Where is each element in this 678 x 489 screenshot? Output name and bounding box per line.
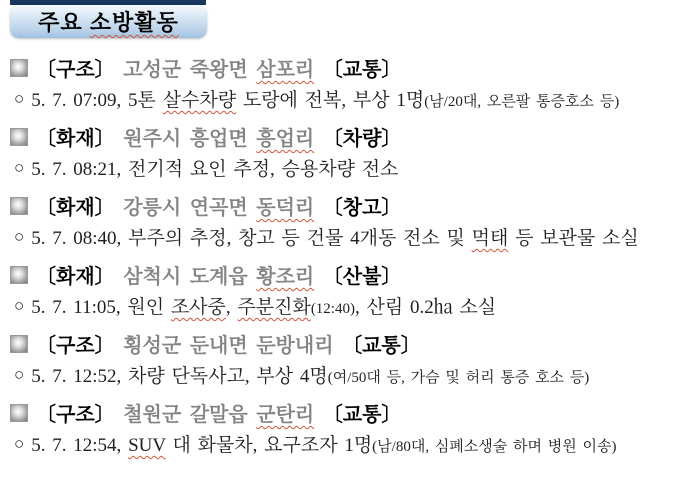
text-segment: 먹태 xyxy=(471,228,509,249)
incident-entry xyxy=(0,328,678,390)
page-title-text xyxy=(38,6,179,37)
text-segment: 살수차량 xyxy=(162,90,237,111)
text-segment: 〔차량〕 xyxy=(314,128,402,150)
text-segment: 철원군 갈말읍 xyxy=(123,404,257,426)
incident-header-text xyxy=(36,398,401,427)
text-segment: (여/50대 등, 가슴 및 허리 통증 호소 등) xyxy=(327,370,590,386)
incident-header-text xyxy=(36,53,401,82)
text-segment: (12:40) xyxy=(310,301,355,317)
text-segment: 등 보관물 소실 xyxy=(508,228,639,249)
text-segment: 5. 7. 12:52, 차량 단독사고, 부상 4명 xyxy=(31,366,328,387)
text-segment: 〔화재〕 xyxy=(36,266,124,288)
text-segment: , 산림 0.2㏊ 소실 xyxy=(354,297,497,318)
text-segment: 고성군 죽왕면 xyxy=(123,59,257,81)
incident-detail-text xyxy=(31,361,589,388)
text-segment: 5. 7. 11:05, 원인 xyxy=(31,297,171,318)
text-segment: 주요 xyxy=(38,10,90,35)
text-segment: 도랑에 전복, 부상 1명 xyxy=(236,90,425,111)
incident-header-text xyxy=(36,329,421,358)
square-bullet-icon xyxy=(10,59,28,77)
incident-detail xyxy=(0,152,678,183)
text-segment: 소방활동 xyxy=(89,10,179,35)
circle-bullet-icon: ○ xyxy=(14,226,25,246)
incident-detail xyxy=(0,359,678,390)
text-segment: 〔창고〕 xyxy=(314,197,402,219)
circle-bullet-icon: ○ xyxy=(14,157,25,177)
text-segment: 동덕리 xyxy=(256,197,315,219)
incident-header xyxy=(0,397,678,428)
incident-header-text xyxy=(36,122,401,151)
circle-bullet-icon: ○ xyxy=(14,88,25,108)
square-bullet-icon xyxy=(10,335,28,353)
incident-header xyxy=(0,190,678,221)
text-segment: 횡성군 둔내면 둔방내리 xyxy=(123,335,334,357)
incident-entry xyxy=(0,397,678,459)
incident-header xyxy=(0,259,678,290)
text-segment: 〔구조〕 xyxy=(36,335,124,357)
text-segment: 〔화재〕 xyxy=(36,197,124,219)
incident-detail-text xyxy=(31,85,619,112)
text-segment: 흥업리 xyxy=(256,128,315,150)
circle-bullet-icon: ○ xyxy=(14,364,25,384)
incident-detail xyxy=(0,221,678,252)
incident-detail-text xyxy=(31,223,638,250)
text-segment: (남/20대, 오른팔 통증호소 등) xyxy=(424,94,620,110)
incident-detail xyxy=(0,428,678,459)
incident-detail-text xyxy=(31,154,398,181)
incident-detail xyxy=(0,83,678,114)
page-title xyxy=(10,5,207,38)
text-segment: , xyxy=(225,297,238,318)
square-bullet-icon xyxy=(10,266,28,284)
incident-header-text xyxy=(36,260,401,289)
text-segment: 원주시 흥업면 xyxy=(123,128,257,150)
square-bullet-icon xyxy=(10,128,28,146)
square-bullet-icon xyxy=(10,404,28,422)
text-segment: SUV xyxy=(128,435,166,456)
text-segment: 〔교통〕 xyxy=(314,404,402,426)
incident-entry xyxy=(0,121,678,183)
square-bullet-icon xyxy=(10,197,28,215)
text-segment: 군탄리 xyxy=(256,404,315,426)
text-segment: 〔구조〕 xyxy=(36,404,124,426)
incident-header xyxy=(0,328,678,359)
incident-entry xyxy=(0,259,678,321)
text-segment: 〔화재〕 xyxy=(36,128,124,150)
incident-entry xyxy=(0,190,678,252)
incident-detail xyxy=(0,290,678,321)
circle-bullet-icon: ○ xyxy=(14,433,25,453)
text-segment: 삼척시 도계읍 xyxy=(123,266,257,288)
incident-header xyxy=(0,52,678,83)
incident-detail-text xyxy=(31,430,616,457)
incident-header-text xyxy=(36,191,401,220)
text-segment: 황조리 xyxy=(256,266,315,288)
text-segment: (남/80대, 심폐소생술 하며 병원 이송) xyxy=(372,439,617,455)
text-segment: 〔교통〕 xyxy=(333,335,421,357)
text-segment: 대 화물차, 요구조자 1명 xyxy=(165,435,373,456)
incident-entry xyxy=(0,52,678,114)
text-segment: 〔구조〕 xyxy=(36,59,124,81)
text-segment: 〔산불〕 xyxy=(314,266,402,288)
text-segment: 강릉시 연곡면 xyxy=(123,197,257,219)
incident-detail-text xyxy=(31,292,496,319)
text-segment: 삼포리 xyxy=(256,59,315,81)
incident-list xyxy=(0,52,678,466)
text-segment: 주분진화 xyxy=(237,297,311,318)
circle-bullet-icon: ○ xyxy=(14,295,25,315)
text-segment: 5. 7. 07:09, 5톤 xyxy=(31,90,163,111)
text-segment: 〔교통〕 xyxy=(314,59,402,81)
text-segment: 5. 7. 12:54, xyxy=(31,435,129,456)
incident-header xyxy=(0,121,678,152)
text-segment: 5. 7. 08:40, 부주의 추정, 창고 등 건물 4개동 전소 및 xyxy=(31,228,472,249)
text-segment: 5. 7. 08:21, 전기적 요인 추정, 승용차량 전소 xyxy=(31,159,399,180)
text-segment: 조사중 xyxy=(170,297,226,318)
